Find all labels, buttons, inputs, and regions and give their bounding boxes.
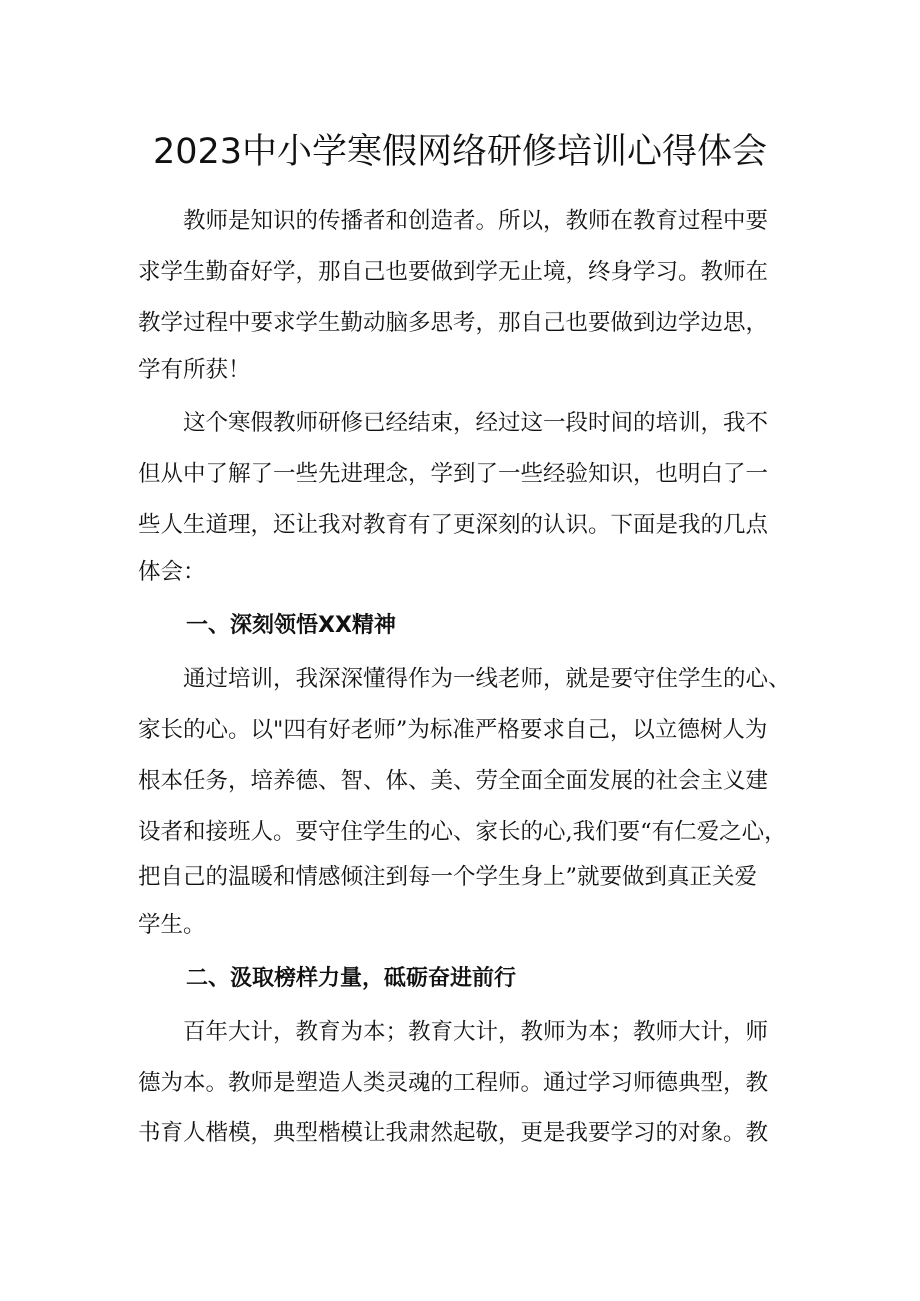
- paragraph-3-line-2: 家长的心。以"四有好老师”为标准严格要求自己，以立德树人为: [138, 717, 768, 743]
- paragraph-3-line-6: 学生。: [138, 912, 206, 938]
- paragraph-3-line-1: 通过培训，我深深懂得作为一线老师，就是要守住学生的心、: [138, 666, 791, 692]
- paragraph-3-line-4: 设者和接班人。要守住学生的心、家长的心,我们要“有仁爱之心，: [138, 819, 787, 845]
- paragraph-1-line-3: 教学过程中要求学生勤动脑多思考，那自己也要做到边学边思，: [138, 310, 769, 336]
- document-title: 2023中小学寒假网络研修培训心得体会: [152, 132, 768, 172]
- paragraph-1-line-4: 学有所获！: [138, 357, 251, 383]
- paragraph-1-line-2: 求学生勤奋好学，那自己也要做到学无止境，终身学习。教师在: [138, 259, 769, 285]
- paragraph-4-line-2: 德为本。教师是塑造人类灵魂的工程师。通过学习师德典型，教: [138, 1070, 769, 1096]
- paragraph-2-line-1: 这个寒假教师研修已经结束，经过这一段时间的培训，我不: [138, 410, 769, 436]
- paragraph-3-line-3: 根本任务，培养德、智、体、美、劳全面全面发展的社会主义建: [138, 768, 769, 794]
- paragraph-1-line-1: 教师是知识的传播者和创造者。所以，教师在教育过程中要: [138, 208, 769, 234]
- section-heading-1: 一、深刻领悟XX精神: [186, 613, 396, 638]
- paragraph-2-line-3: 些人生道理，还让我对教育有了更深刻的认识。下面是我的几点: [138, 512, 769, 538]
- section-heading-2: 二、汲取榜样力量，砥砺奋进前行: [186, 966, 517, 991]
- paragraph-2-line-4: 体会：: [138, 559, 206, 585]
- paragraph-3-line-5: 把自己的温暖和情感倾注到每一个学生身上”就要做到真正关爱: [138, 864, 758, 890]
- paragraph-2-line-2: 但从中了解了一些先进理念，学到了一些经验知识，也明白了一: [138, 461, 769, 487]
- paragraph-4-line-3: 书育人楷模，典型楷模让我肃然起敬，更是我要学习的对象。教: [138, 1120, 769, 1146]
- paragraph-4-line-1: 百年大计，教育为本；教育大计，教师为本；教师大计，师: [138, 1019, 769, 1045]
